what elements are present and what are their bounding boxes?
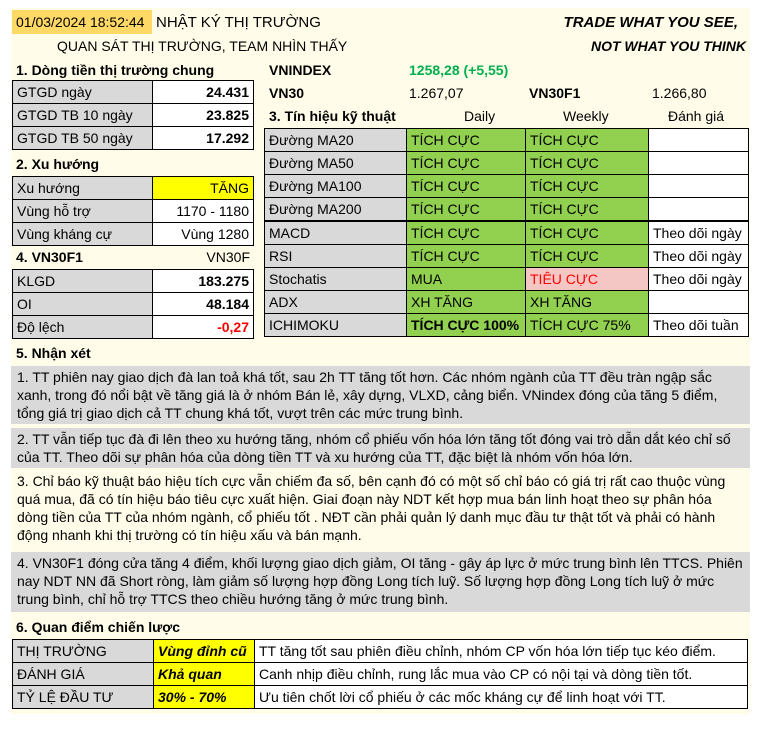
- signal-name: Đường MA50: [264, 151, 407, 175]
- vn30-value: 1.267,07: [409, 85, 464, 101]
- strategy-value: Vùng đỉnh cũ: [153, 639, 255, 663]
- strategy-value: Khả quan: [153, 662, 255, 686]
- cash-flow-value: 24.431: [152, 80, 254, 104]
- col-eval-header: Đánh giá: [668, 108, 725, 124]
- signal-name: RSI: [264, 244, 407, 268]
- vn30f-code: VN30F: [206, 249, 250, 265]
- vn30f1-table: [12, 269, 254, 339]
- strategy-value: 30% - 70%: [153, 685, 255, 709]
- section-3-title: 3. Tín hiệu kỹ thuật: [269, 108, 396, 124]
- signal-weekly: TÍCH CỰC 75%: [525, 313, 649, 337]
- note-1: 1. TT phiên nay giao dịch đà lan toả khá tốt, sau 2h TT tăng tốt hơn. Các nhóm ngành của TT đều tràn ngập sắc xanh, trong đó nổi bật về tăng giá là ở nhóm Bán lẻ, xây dựng, VLXD, cảng biển. VNindex đóng của tăng 5 điểm, tổng giá trị giao dịch cả TT chung khá tốt, vượt trên các mức trung bình.: [11, 366, 750, 424]
- strategy-desc: Canh nhịp điều chỉnh, rung lắc mua vào CP có nội tại và dòng tiền tốt.: [254, 662, 748, 686]
- signal-name: ADX: [264, 290, 407, 314]
- signal-weekly: TIÊU CỰC: [525, 267, 649, 291]
- signal-name: Đường MA20: [264, 128, 407, 152]
- section-6-title: 6. Quan điểm chiến lược: [16, 619, 181, 635]
- basis-value: -0,27: [152, 315, 254, 339]
- resistance-value: Vùng 1280: [152, 222, 254, 246]
- cash-flow-label: GTGD ngày: [12, 80, 153, 104]
- vn30-label: VN30: [269, 85, 305, 101]
- klgd-value: 183.275: [152, 269, 254, 293]
- trend-value: TĂNG: [152, 176, 254, 200]
- signal-eval: [648, 151, 749, 175]
- signal-name: MACD: [264, 221, 407, 245]
- signal-daily: TÍCH CỰC: [406, 151, 526, 175]
- signal-daily: TÍCH CỰC 100%: [406, 313, 526, 337]
- signal-weekly: TÍCH CỰC: [525, 221, 649, 245]
- signal-daily: XH TĂNG: [406, 290, 526, 314]
- signal-eval: [648, 290, 749, 314]
- oi-value: 48.184: [152, 292, 254, 316]
- signal-weekly: TÍCH CỰC: [525, 128, 649, 152]
- report-datetime-text: 01/03/2024 18:52:44: [16, 14, 145, 30]
- note-3: 3. Chỉ báo kỹ thuật báo hiệu tích cực vẫn chiếm đa số, bên cạnh đó có một số chỉ báo có giá trị rất cao thuộc vùng quá mua, đã có tín hiệu báo tiêu cực xuất hiện. Giai đoạn này NDT kết hợp mua bán linh hoạt theo sự phân hóa dòng tiền của TT của nhóm ngành, cổ phiếu tốt . NĐT cần phải quản lý danh mục đầu tư thật tốt và phải có hành động nhanh khi thị trường có tín hiệu xấu và bán mạnh.: [11, 470, 750, 546]
- signal-name: Đường MA100: [264, 174, 407, 198]
- signal-weekly: TÍCH CỰC: [525, 244, 649, 268]
- strategy-label: THỊ TRƯỜNG: [12, 639, 154, 663]
- signal-daily: TÍCH CỰC: [406, 221, 526, 245]
- report-title: NHẬT KÝ THỊ TRƯỜNG: [156, 14, 321, 31]
- vnindex-label: VNINDEX: [269, 62, 332, 78]
- signal-daily: TÍCH CỰC: [406, 128, 526, 152]
- section-5-title: 5. Nhận xét: [16, 345, 91, 361]
- oi-label: OI: [12, 292, 153, 316]
- section-4-title: 4. VN30F1: [16, 249, 83, 265]
- signal-daily: TÍCH CỰC: [406, 197, 526, 221]
- col-weekly-header: Weekly: [563, 108, 609, 124]
- signal-daily: TÍCH CỰC: [406, 244, 526, 268]
- report-subtitle: QUAN SÁT THỊ TRƯỜNG, TEAM NHÌN THẤY: [57, 38, 348, 54]
- strategy-label: ĐÁNH GIÁ: [12, 662, 154, 686]
- signal-eval: Theo dõi ngày: [648, 244, 749, 268]
- slogan-line-2: NOT WHAT YOU THINK: [590, 38, 746, 54]
- note-4: 4. VN30F1 đóng cửa tăng 4 điểm, khối lượng giao dịch giảm, OI tăng - gây áp lực ở mức trung bình lên TTCS. Phiên nay NDT NN đã Short ròng, làm giảm số lượng hợp đồng Long tích luỹ. Số lượng hợp đồng Long tích luỹ ở mức trung bình, chỉ hỗ trợ TTCS theo chiều hướng tăng ở mức trung bình.: [11, 552, 750, 612]
- section-1-title: 1. Dòng tiền thị trường chung: [16, 62, 215, 78]
- signal-daily: MUA: [406, 267, 526, 291]
- trend-table: [12, 176, 254, 246]
- vnindex-value: 1258,28 (+5,55): [409, 62, 509, 78]
- klgd-label: KLGD: [12, 269, 153, 293]
- signal-eval: Theo dõi ngày: [648, 221, 749, 245]
- signal-weekly: XH TĂNG: [525, 290, 649, 314]
- slogan-line-1: TRADE WHAT YOU SEE,: [563, 14, 738, 31]
- signal-eval: [648, 128, 749, 152]
- col-daily-header: Daily: [464, 108, 496, 124]
- cash-flow-label: GTGD TB 10 ngày: [12, 103, 153, 127]
- cash-flow-label: GTGD TB 50 ngày: [12, 126, 153, 150]
- signal-name: Stochatis: [264, 267, 407, 291]
- signal-name: Đường MA200: [264, 197, 407, 221]
- cash-flow-value: 17.292: [152, 126, 254, 150]
- strategy-desc: TT tăng tốt sau phiên điều chỉnh, nhóm CP vốn hóa lớn tiếp tục kéo điểm.: [254, 639, 748, 663]
- resistance-label: Vùng kháng cự: [12, 222, 153, 246]
- signal-daily: TÍCH CỰC: [406, 174, 526, 198]
- signal-eval: Theo dõi tuần: [648, 313, 749, 337]
- note-2: 2. TT vẫn tiếp tục đà đi lên theo xu hướng tăng, nhóm cổ phiếu vốn hóa lớn tăng tốt đóng vai trò dẫn dắt kéo chỉ số của TT. Theo dõi sự phân hóa của dòng tiền TT và xu hướng của TT, đặc biệt là nhóm vốn hóa lớn.: [11, 428, 750, 468]
- market-diary-page: [11, 8, 750, 714]
- vn30f1-value: 1.266,80: [652, 85, 707, 101]
- cash-flow-table: [12, 80, 254, 150]
- vn30f1-label: VN30F1: [529, 85, 581, 101]
- signal-weekly: TÍCH CỰC: [525, 151, 649, 175]
- strategy-label: TỶ LỆ ĐẦU TƯ: [12, 685, 154, 709]
- signals-table: [264, 128, 749, 338]
- signal-weekly: TÍCH CỰC: [525, 174, 649, 198]
- strategy-table: [12, 639, 748, 709]
- section-2-title: 2. Xu hướng: [16, 156, 100, 172]
- trend-label: Xu hướng: [12, 176, 153, 200]
- signal-eval: [648, 197, 749, 221]
- signal-name: ICHIMOKU: [264, 313, 407, 337]
- support-value: 1170 - 1180: [152, 199, 254, 223]
- report-datetime: [12, 10, 152, 34]
- basis-label: Độ lệch: [12, 315, 153, 339]
- strategy-desc: Ưu tiên chốt lời cổ phiếu ở các mốc kháng cự để linh hoạt với TT.: [254, 685, 748, 709]
- signal-weekly: TÍCH CỰC: [525, 197, 649, 221]
- cash-flow-value: 23.825: [152, 103, 254, 127]
- signal-eval: [648, 174, 749, 198]
- support-label: Vùng hỗ trợ: [12, 199, 153, 223]
- signal-eval: Theo dõi ngày: [648, 267, 749, 291]
